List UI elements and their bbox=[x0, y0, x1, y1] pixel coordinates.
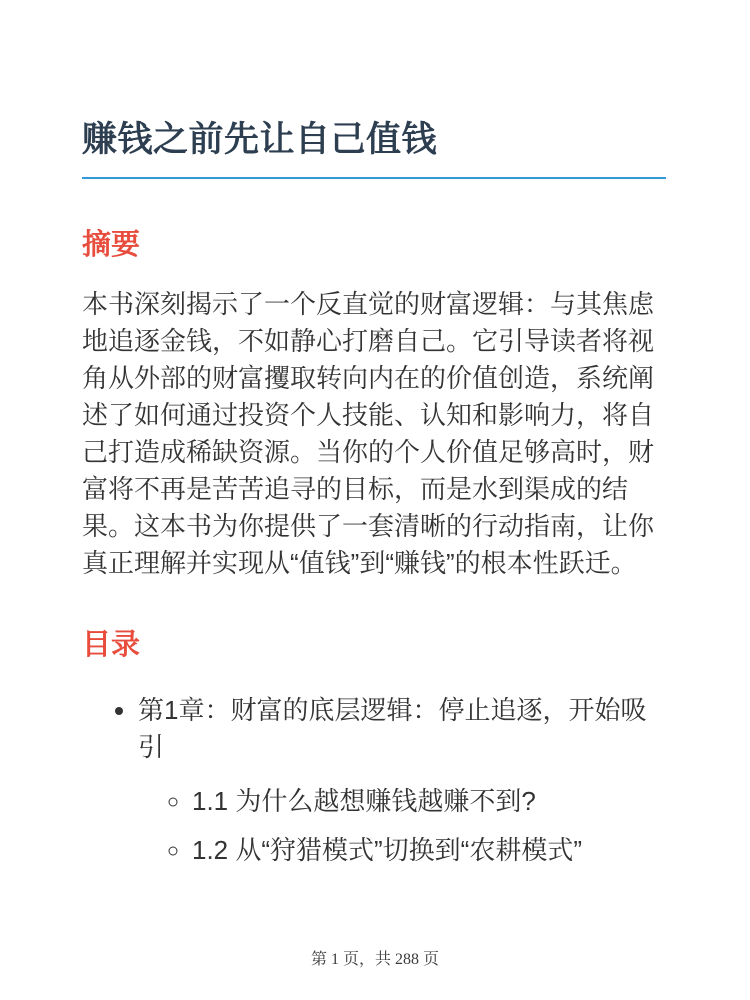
toc-heading: 目录 bbox=[82, 628, 141, 661]
toc-subitem-label: 1.2 从“狩猎模式”切换到“农耕模式” bbox=[192, 835, 583, 866]
toc-subitem bbox=[192, 783, 666, 820]
toc-chapter-item bbox=[138, 692, 666, 869]
page-number-footer: 第 1 页，共 288 页 bbox=[310, 951, 439, 968]
toc-chapter-label: 第1章：财富的底层逻辑：停止追逐，开始吸引 bbox=[138, 695, 647, 763]
toc-sublist bbox=[138, 783, 666, 869]
abstract-heading: 摘要 bbox=[82, 228, 141, 261]
abstract-section bbox=[82, 228, 666, 582]
page-title: 赚钱之前先让自己值钱 bbox=[82, 120, 438, 159]
toc-list bbox=[82, 692, 666, 869]
toc-subitem-label: 1.1 为什么越想赚钱越赚不到? bbox=[192, 786, 536, 817]
toc-subitem bbox=[192, 832, 666, 869]
title-divider-rule bbox=[82, 177, 666, 179]
toc-section bbox=[82, 628, 666, 870]
abstract-paragraph: 本书深刻揭示了一个反直觉的财富逻辑：与其焦虑地追逐金钱，不如静心打磨自己。它引导读者将视角从外部的财富攫取转向内在的价值创造，系统阐述了如何通过投资个人技能、认知和影响力，将自己打造成稀缺资源。当你的个人价值足够高时，财富将不再是苦苦追寻的目标，而是水到渠成的结果。这本书为你提供了一套清晰的行动指南，让你真正理解并实现从“值钱”到“赚钱”的根本性跃迁。 bbox=[82, 288, 655, 578]
